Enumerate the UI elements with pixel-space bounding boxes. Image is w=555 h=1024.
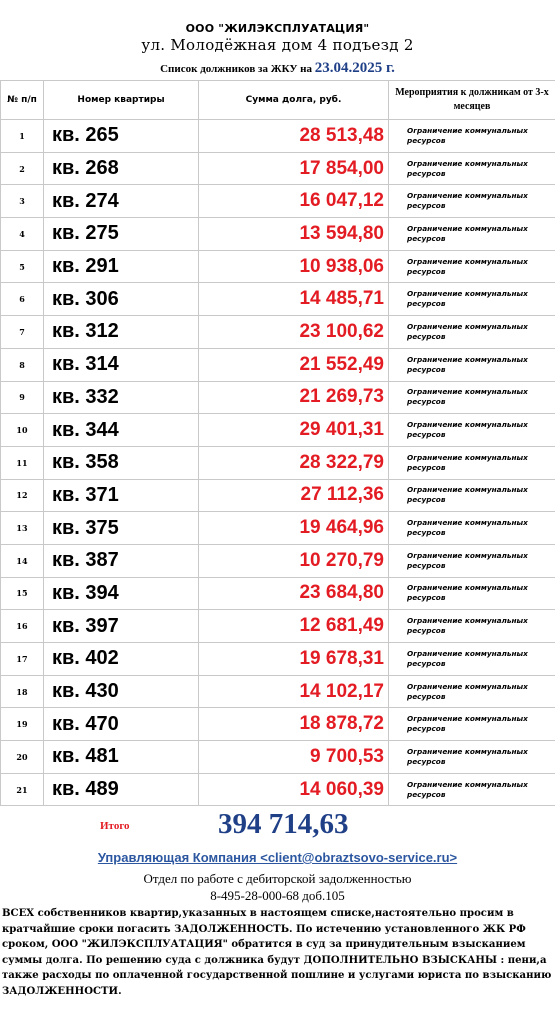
table-row bbox=[1, 348, 555, 381]
column-header-number: № п/п bbox=[1, 81, 44, 120]
table-row bbox=[1, 610, 555, 643]
row-number: 11 bbox=[1, 446, 44, 479]
column-header-measures: Мероприятия к должникам от 3-х месяцев bbox=[389, 81, 555, 120]
table-row bbox=[1, 643, 555, 676]
debt-measure: Ограничение коммунальных ресурсов bbox=[389, 414, 555, 447]
debt-measure: Ограничение коммунальных ресурсов bbox=[389, 708, 555, 741]
row-number: 19 bbox=[1, 708, 44, 741]
debt-measure: Ограничение коммунальных ресурсов bbox=[389, 577, 555, 610]
table-row bbox=[1, 741, 555, 774]
apartment-number: кв. 371 bbox=[44, 479, 199, 512]
table-row bbox=[1, 512, 555, 545]
apartment-number: кв. 332 bbox=[44, 381, 199, 414]
debt-amount: 21 269,73 bbox=[199, 381, 389, 414]
table-row bbox=[1, 479, 555, 512]
debt-measure: Ограничение коммунальных ресурсов bbox=[389, 446, 555, 479]
company-name: ООО "ЖИЛЭКСПЛУАТАЦИЯ" bbox=[185, 22, 370, 35]
row-number: 4 bbox=[1, 218, 44, 251]
row-number: 17 bbox=[1, 643, 44, 676]
debt-amount: 9 700,53 bbox=[199, 741, 389, 774]
apartment-number: кв. 470 bbox=[44, 708, 199, 741]
row-number: 5 bbox=[1, 250, 44, 283]
debt-amount: 23 684,80 bbox=[199, 577, 389, 610]
debt-amount: 18 878,72 bbox=[199, 708, 389, 741]
row-number: 13 bbox=[1, 512, 44, 545]
table-row bbox=[1, 218, 555, 251]
apartment-number: кв. 274 bbox=[44, 185, 199, 218]
debt-measure: Ограничение коммунальных ресурсов bbox=[389, 675, 555, 708]
row-number: 3 bbox=[1, 185, 44, 218]
row-number: 7 bbox=[1, 316, 44, 349]
debt-amount: 23 100,62 bbox=[199, 316, 389, 349]
debt-measure: Ограничение коммунальных ресурсов bbox=[389, 544, 555, 577]
department-name: Отдел по работе с дебиторской задолженностью bbox=[143, 871, 412, 886]
apartment-number: кв. 481 bbox=[44, 741, 199, 774]
debt-measure: Ограничение коммунальных ресурсов bbox=[389, 348, 555, 381]
management-email-link[interactable]: Управляющая Компания <client@obraztsovo-service.ru> bbox=[97, 850, 458, 865]
apartment-number: кв. 275 bbox=[44, 218, 199, 251]
row-number: 14 bbox=[1, 544, 44, 577]
total-value: 394 714,63 bbox=[218, 808, 349, 840]
row-number: 18 bbox=[1, 675, 44, 708]
building-address: ул. Молодёжная дом 4 подъезд 2 bbox=[141, 36, 414, 54]
table-row bbox=[1, 381, 555, 414]
apartment-number: кв. 489 bbox=[44, 773, 199, 806]
apartment-number: кв. 344 bbox=[44, 414, 199, 447]
debt-measure: Ограничение коммунальных ресурсов bbox=[389, 250, 555, 283]
apartment-number: кв. 387 bbox=[44, 544, 199, 577]
apartment-number: кв. 268 bbox=[44, 152, 199, 185]
debt-notice: ВСЕХ собственников квартир,указанных в настоящем списке,настоятельно просим в кратчайшие сроки погасить ЗАДОЛЖЕННОСТЬ. По истечению установленного ЖК РФ сроком, ООО "ЖИЛЭКСПЛУАТАЦИЯ" обратится в суд за принудительным взысканием суммы долга. По решению суда с должника будут ДОПОЛНИТЕЛЬНО ВЗЫСКАНЫ : пени,а также расходы по оплаченной государственной пошлине и услугами юриста по взысканию ЗАДОЛЖЕННОСТИ. bbox=[2, 908, 552, 997]
debt-amount: 27 112,36 bbox=[199, 479, 389, 512]
debt-amount: 29 401,31 bbox=[199, 414, 389, 447]
debt-amount: 21 552,49 bbox=[199, 348, 389, 381]
debt-measure: Ограничение коммунальных ресурсов bbox=[389, 120, 555, 153]
debt-amount: 10 270,79 bbox=[199, 544, 389, 577]
column-header-apartment: Номер квартиры bbox=[44, 81, 199, 120]
debt-measure: Ограничение коммунальных ресурсов bbox=[389, 773, 555, 806]
debt-amount: 19 464,96 bbox=[199, 512, 389, 545]
row-number: 20 bbox=[1, 741, 44, 774]
debtors-table bbox=[0, 80, 555, 806]
table-row bbox=[1, 414, 555, 447]
apartment-number: кв. 358 bbox=[44, 446, 199, 479]
list-title-text: Список должников за ЖКУ на bbox=[160, 63, 313, 75]
debt-amount: 14 485,71 bbox=[199, 283, 389, 316]
row-number: 1 bbox=[1, 120, 44, 153]
row-number: 8 bbox=[1, 348, 44, 381]
list-date: 23.04.2025 г. bbox=[314, 60, 395, 76]
debt-measure: Ограничение коммунальных ресурсов bbox=[389, 381, 555, 414]
debt-amount: 10 938,06 bbox=[199, 250, 389, 283]
debt-amount: 13 594,80 bbox=[199, 218, 389, 251]
table-row bbox=[1, 120, 555, 153]
row-number: 21 bbox=[1, 773, 44, 806]
row-number: 10 bbox=[1, 414, 44, 447]
table-body bbox=[1, 120, 555, 806]
debt-amount: 14 102,17 bbox=[199, 675, 389, 708]
apartment-number: кв. 394 bbox=[44, 577, 199, 610]
debt-amount: 16 047,12 bbox=[199, 185, 389, 218]
debt-measure: Ограничение коммунальных ресурсов bbox=[389, 152, 555, 185]
table-row bbox=[1, 250, 555, 283]
table-header-row bbox=[1, 81, 555, 120]
table-row bbox=[1, 577, 555, 610]
department-phone: 8-495-28-000-68 доб.105 bbox=[210, 888, 345, 903]
table-row bbox=[1, 675, 555, 708]
debt-measure: Ограничение коммунальных ресурсов bbox=[389, 741, 555, 774]
row-number: 12 bbox=[1, 479, 44, 512]
apartment-number: кв. 291 bbox=[44, 250, 199, 283]
apartment-number: кв. 402 bbox=[44, 643, 199, 676]
debt-measure: Ограничение коммунальных ресурсов bbox=[389, 283, 555, 316]
column-header-amount: Сумма долга, руб. bbox=[199, 81, 389, 120]
debt-amount: 19 678,31 bbox=[199, 643, 389, 676]
table-row bbox=[1, 152, 555, 185]
debt-measure: Ограничение коммунальных ресурсов bbox=[389, 512, 555, 545]
debt-measure: Ограничение коммунальных ресурсов bbox=[389, 185, 555, 218]
apartment-number: кв. 265 bbox=[44, 120, 199, 153]
table-row bbox=[1, 773, 555, 806]
table-row bbox=[1, 316, 555, 349]
debt-amount: 17 854,00 bbox=[199, 152, 389, 185]
debt-amount: 14 060,39 bbox=[199, 773, 389, 806]
debt-measure: Ограничение коммунальных ресурсов bbox=[389, 316, 555, 349]
debt-amount: 28 513,48 bbox=[199, 120, 389, 153]
debt-measure: Ограничение коммунальных ресурсов bbox=[389, 610, 555, 643]
apartment-number: кв. 314 bbox=[44, 348, 199, 381]
debt-measure: Ограничение коммунальных ресурсов bbox=[389, 643, 555, 676]
table-row bbox=[1, 708, 555, 741]
row-number: 2 bbox=[1, 152, 44, 185]
apartment-number: кв. 430 bbox=[44, 675, 199, 708]
apartment-number: кв. 306 bbox=[44, 283, 199, 316]
debt-measure: Ограничение коммунальных ресурсов bbox=[389, 218, 555, 251]
apartment-number: кв. 375 bbox=[44, 512, 199, 545]
debt-amount: 28 322,79 bbox=[199, 446, 389, 479]
list-title bbox=[0, 60, 555, 77]
row-number: 15 bbox=[1, 577, 44, 610]
table-row bbox=[1, 544, 555, 577]
table-row bbox=[1, 185, 555, 218]
table-row bbox=[1, 446, 555, 479]
row-number: 9 bbox=[1, 381, 44, 414]
apartment-number: кв. 397 bbox=[44, 610, 199, 643]
debt-amount: 12 681,49 bbox=[199, 610, 389, 643]
debt-measure: Ограничение коммунальных ресурсов bbox=[389, 479, 555, 512]
row-number: 6 bbox=[1, 283, 44, 316]
total-label: Итого bbox=[100, 820, 130, 832]
table-row bbox=[1, 283, 555, 316]
apartment-number: кв. 312 bbox=[44, 316, 199, 349]
row-number: 16 bbox=[1, 610, 44, 643]
